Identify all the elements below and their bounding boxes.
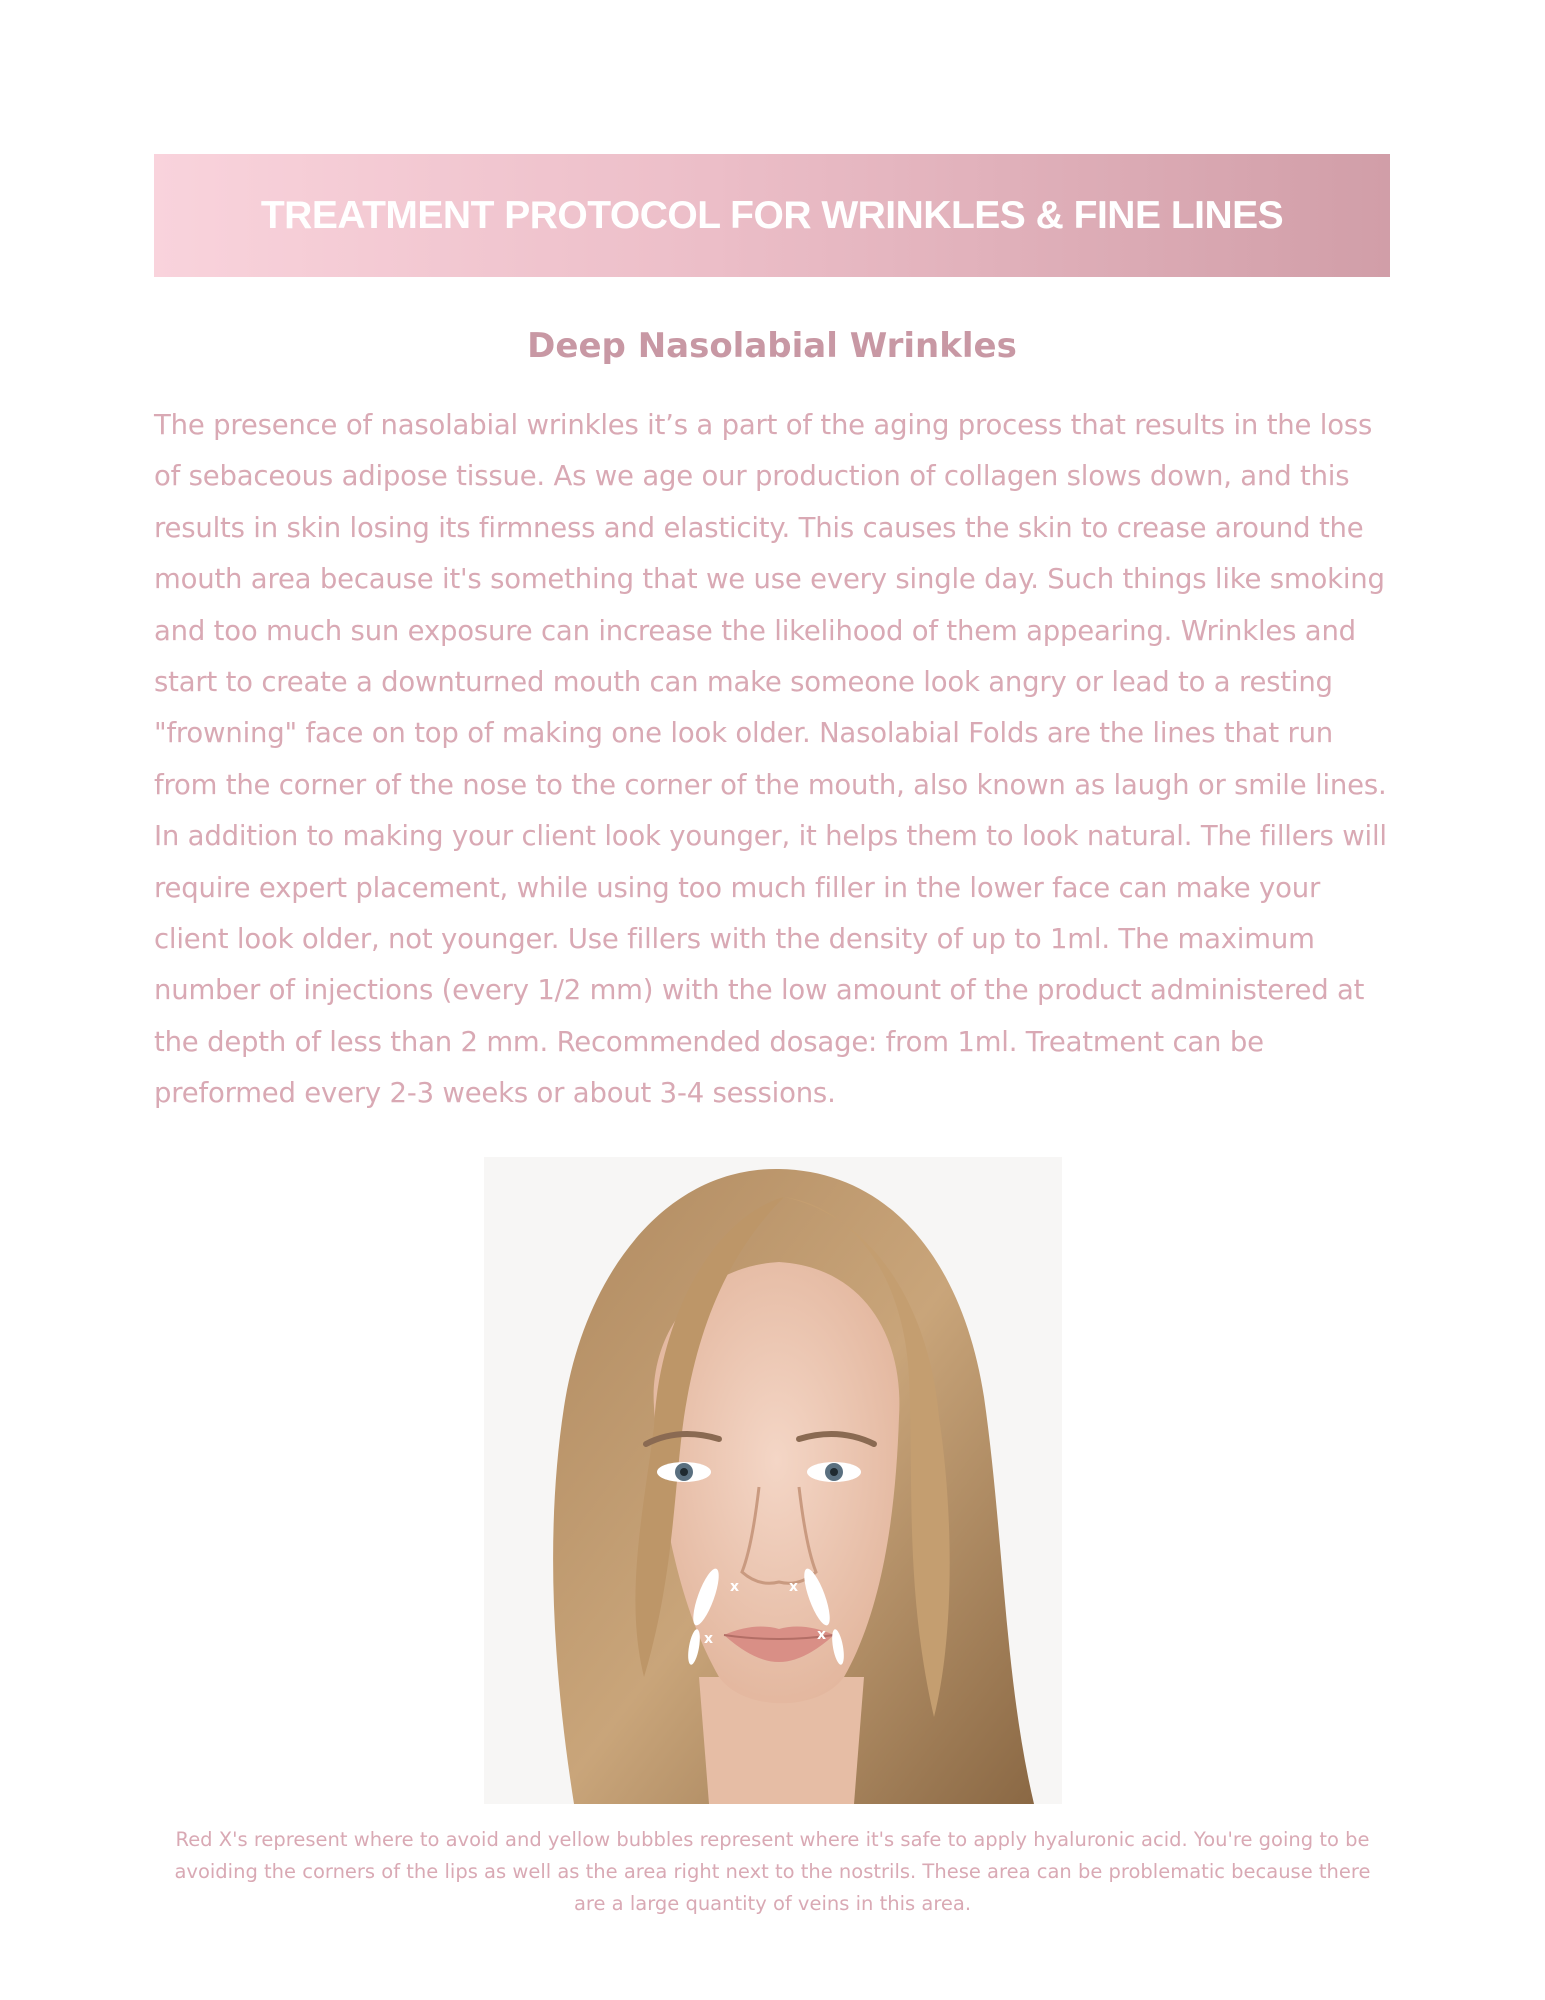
section-title: Deep Nasolabial Wrinkles xyxy=(527,326,1017,366)
section-body: The presence of nasolabial wrinkles it’s a part of the aging process that results in the loss of sebaceous adipose tissue. As we age our production of collagen slows down, and this results in skin losing its firmness and elasticity. This causes the skin to crease around the mouth area because it's something that we use every single day. Such things like smoking and too much sun exposure can increase the likelihood of them appearing. Wrinkles and start to create a downturned mouth can make someone look angry or lead to a resting "frowning" face on top of making one look older. Nasolabial Folds are the lines that run from the corner of the nose to the corner of the mouth, also known as laugh or smile lines. In addition to making your client look younger, it helps them to look natural. The fillers will require expert placement, while using too much filler in the lower face can make your client look older, not younger. Use fillers with the density of up to 1ml. The maximum number of injections (every 1/2 mm) with the low amount of the product administered at the depth of less than 2 mm. Recommended dosage: from 1ml. Treatment can be preformed every 2-3 weeks or about 3-4 sessions. xyxy=(154,409,1387,1110)
figure-caption: Red X's represent where to avoid and yellow bubbles represent where it's safe to apply hyaluronic acid. You're going to be avoiding the corners of the lips as well as the area right next to the nostrils. These area can be problematic because there are a large quantity of veins in this area. xyxy=(174,1828,1371,1915)
avoid-marker: x xyxy=(704,1631,714,1647)
title-banner xyxy=(154,154,1390,277)
page-title: TREATMENT PROTOCOL FOR WRINKLES & FINE LINES xyxy=(260,193,1284,237)
avoid-marker: x xyxy=(789,1579,799,1595)
face-diagram xyxy=(484,1157,1062,1804)
avoid-marker: x xyxy=(817,1627,827,1643)
avoid-marker: x xyxy=(730,1579,740,1595)
